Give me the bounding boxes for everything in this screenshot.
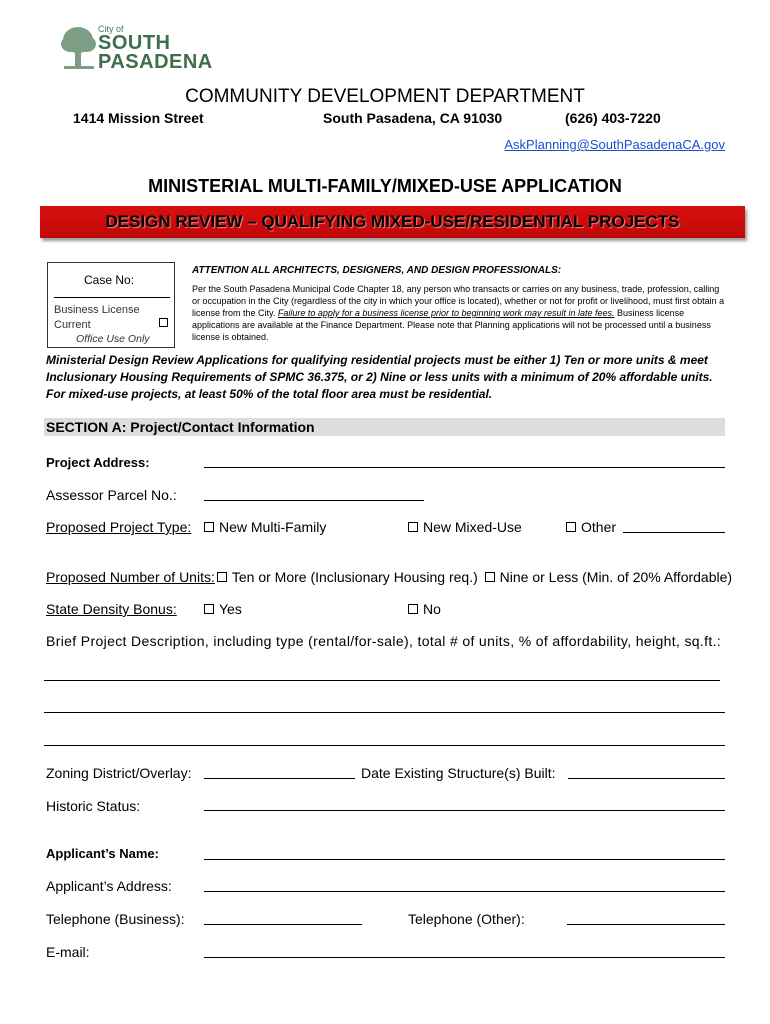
ten-or-more-checkbox[interactable]: [217, 572, 227, 582]
tel-other-label: Telephone (Other):: [408, 911, 525, 927]
opt-multifamily[interactable]: [204, 519, 326, 535]
tree-icon: [60, 24, 100, 72]
project-type-label: Proposed Project Type:: [46, 519, 192, 535]
phone-number: (626) 403-7220: [565, 110, 661, 126]
project-address-field[interactable]: [204, 467, 725, 468]
office-use-only-label: Office Use Only: [76, 333, 150, 345]
tel-business-field[interactable]: [204, 924, 362, 925]
city-logo: [60, 24, 213, 74]
tel-other-field[interactable]: [567, 924, 725, 925]
applicant-address-label: Applicant’s Address:: [46, 878, 172, 894]
num-units-row: [46, 569, 732, 585]
mixeduse-label: New Mixed-Use: [423, 519, 522, 535]
street-address: 1414 Mission Street: [73, 110, 204, 126]
historic-status-field[interactable]: [204, 810, 725, 811]
city-state-zip: South Pasadena, CA 91030: [323, 110, 503, 126]
current-label: Current: [54, 319, 91, 331]
current-checkbox[interactable]: [159, 318, 168, 327]
department-title: COMMUNITY DEVELOPMENT DEPARTMENT: [185, 86, 585, 107]
email-link[interactable]: AskPlanning@SouthPasadenaCA.gov: [504, 137, 725, 152]
other-checkbox[interactable]: [566, 522, 576, 532]
apn-label: Assessor Parcel No.:: [46, 487, 177, 503]
yes-checkbox[interactable]: [204, 604, 214, 614]
email-field[interactable]: [204, 957, 725, 958]
attention-title: ATTENTION ALL ARCHITECTS, DESIGNERS, AND DESIGN PROFESSIONALS:: [192, 265, 562, 276]
no-checkbox[interactable]: [408, 604, 418, 614]
zoning-label: Zoning District/Overlay:: [46, 765, 192, 781]
multifamily-checkbox[interactable]: [204, 522, 214, 532]
banner-text: DESIGN REVIEW – QUALIFYING MIXED-USE/RESIDENTIAL PROJECTS: [105, 212, 680, 231]
date-built-label: Date Existing Structure(s) Built:: [361, 765, 556, 781]
project-type-row: [46, 519, 191, 535]
section-a-header: [44, 418, 725, 436]
nine-or-less-label: Nine or Less (Min. of 20% Affordable): [499, 569, 733, 585]
density-bonus-label: State Density Bonus:: [46, 601, 177, 617]
yes-label: Yes: [219, 601, 242, 617]
other-field[interactable]: [623, 532, 725, 533]
description-line-2[interactable]: [44, 712, 725, 713]
no-label: No: [423, 601, 441, 617]
opt-no[interactable]: [408, 601, 441, 617]
description-label: Brief Project Description, including type (rental/for-sale), total # of units, % of affordability, height, sq.ft.:: [46, 633, 722, 649]
logo-city-of: City of: [98, 24, 124, 34]
apn-field[interactable]: [204, 500, 424, 501]
other-label: Other: [581, 519, 617, 535]
applicant-name-label: Applicant’s Name:: [46, 846, 159, 861]
description-line-3[interactable]: [44, 745, 725, 746]
office-use-box: [47, 262, 175, 348]
project-address-label: Project Address:: [46, 455, 150, 470]
applicant-name-field[interactable]: [204, 859, 725, 860]
date-built-field[interactable]: [568, 778, 725, 779]
attention-body-late-fees: Failure to apply for a business license prior to beginning work may result in late fees.: [277, 308, 615, 318]
zoning-field[interactable]: [204, 778, 355, 779]
case-no-label: Case No:: [84, 273, 135, 287]
logo-south: SOUTH: [98, 32, 171, 54]
applicant-address-field[interactable]: [204, 891, 725, 892]
business-license-label: Business License: [54, 304, 140, 316]
email-label: E-mail:: [46, 944, 90, 960]
application-title: MINISTERIAL MULTI-FAMILY/MIXED-USE APPLICATION: [148, 176, 622, 196]
nine-or-less-checkbox[interactable]: [485, 572, 495, 582]
multifamily-label: New Multi-Family: [219, 519, 327, 535]
opt-yes[interactable]: [204, 601, 242, 617]
density-bonus-row: [46, 601, 177, 617]
num-units-label: Proposed Number of Units:: [46, 569, 215, 585]
ministerial-note: Ministerial Design Review Applications for qualifying residential projects must be either 1) Ten or more units & meet Inclusionary Housing Requirements of SPMC 36.375, or 2) Nine or less units with a minimum of 20% affordable units. For mixed-use projects, at least 50% of the total floor area must be residential.: [46, 353, 713, 401]
attention-body-3: Business license applications are available at the Finance Department. Please note that Planning applications will not be processed until a business license is obtained.: [192, 308, 711, 342]
logo-pasadena: PASADENA: [98, 51, 213, 73]
ten-or-more-label: Ten or More (Inclusionary Housing req.): [231, 569, 478, 585]
attention-body: [192, 283, 728, 343]
design-review-banner: [40, 206, 745, 238]
historic-status-label: Historic Status:: [46, 798, 141, 814]
opt-mixeduse[interactable]: [408, 519, 522, 535]
opt-other[interactable]: [566, 519, 616, 535]
section-a-title: SECTION A: Project/Contact Information: [46, 419, 315, 435]
attention-body-1: Per the South Pasadena Municipal Code Chapter 18, any person who transacts or carries on any business, trade, profession, calling or occupation in the City (regardless of the city in which your office is located), whether or not for profit or livelihood, must first obtain a license from the City.: [192, 284, 725, 318]
case-no-line: [54, 297, 170, 298]
description-line-1[interactable]: [44, 680, 720, 681]
mixeduse-checkbox[interactable]: [408, 522, 418, 532]
tel-business-label: Telephone (Business):: [46, 911, 185, 927]
